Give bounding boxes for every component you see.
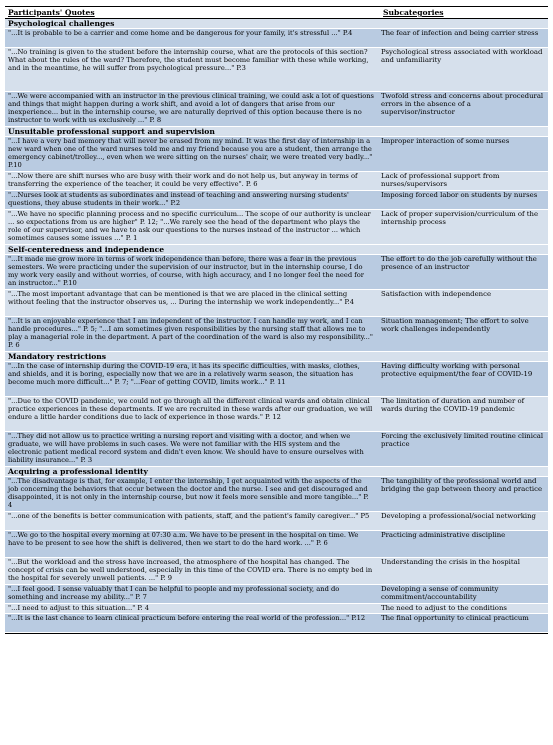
quote-cell: "...The most important advantage that can be mentioned is that we are placed in the clinical setting without feeling that the instructor observes us, ... During the internship we work independently..." P.4 <box>8 290 354 307</box>
table-row <box>5 512 548 531</box>
subcategory-cell: Twofold stress and concerns about procedural errors in the absence of a supervisor/instructor <box>381 92 544 117</box>
table-row <box>5 48 548 92</box>
header-subcategories: Subcategories <box>383 8 444 17</box>
subcategory-cell: Forcing the exclusively limited routine clinical practice <box>381 432 544 449</box>
quote-cell: "...I have a very bad memory that will never be erased from my mind. It was the first day of internship in a new ward when one of the ward nurses told me and my friend because you are a student, then arrange the emergency cabinet/trolley..., even when we were sitting on the nurses' chair, we were treated very badly..." P.10 <box>8 137 373 170</box>
quote-cell: "...They did not allow us to practice writing a nursing report and visiting with a doctor, and when we graduate, we will have problems in such cases. We were not familiar with the HIS system and the electronic patient medical record system and didn't even know. We should have to ensure ourselves with liability insurance..." P. 3 <box>8 432 364 465</box>
subcategory-cell: The need to adjust to the conditions <box>381 604 507 612</box>
quote-cell: "...It is probable to be a carrier and come home and be dangerous for your family, it's stressful ..." P.4 <box>8 29 353 37</box>
quotes-table <box>5 6 548 634</box>
subcategory-cell: Lack of professional support from nurses/supervisors <box>381 172 500 189</box>
table-row <box>5 317 548 352</box>
quote-cell: "...It is the last chance to learn clinical practicum before entering the real world of the profession..." P.12 <box>8 614 366 622</box>
subcategory-cell: The final opportunity to clinical practicum <box>381 614 529 622</box>
subcategory-cell: Practicing administrative discipline <box>381 531 506 539</box>
subcategory-cell: Having difficulty working with personal protective equipment/the fear of COVID-19 <box>381 362 533 379</box>
section-title: Mandatory restrictions <box>5 352 548 362</box>
subcategory-cell: Psychological stress associated with workload and unfamiliarity <box>381 48 543 65</box>
table-row <box>5 137 548 172</box>
quote-cell: "...We have no specific planning process and no specific curriculum... The scope of our authority is unclear ... so expectations from us are higher" P. 12; "...We rarely see the head of the department who plays the role of our supervisor, and we have to ask our questions to the nurses instead of the instructor ... which sometimes causes some issues ..." P. 1 <box>8 210 371 243</box>
table-row <box>5 210 548 245</box>
quote-cell: "...We were accompanied with an instructor in the previous clinical training, we could ask a lot of questions and things that might happen during a work shift, and avoid a lot of dangers that arise from our inexperience... but in the internship course, we are naturally deprived of this option because there is no instructor to work with us exclusively ..." P. 8 <box>8 92 374 125</box>
table-row <box>5 531 548 558</box>
table-row <box>5 558 548 585</box>
quote-cell: "...one of the benefits is better communication with patients, staff, and the patient's family caregiver..." P5 <box>8 512 370 520</box>
quote-cell: "...Due to the COVID pandemic, we could not go through all the different clinical wards and obtain clinical practice experiences in these departments. If we are recruited in these wards after our graduation, we will endure a little harder conditions due to lack of experience in those wards." P. 12 <box>8 397 373 422</box>
section-title: Acquiring a professional identity <box>5 467 548 477</box>
subcategory-cell: Lack of proper supervision/curriculum of the internship process <box>381 210 539 227</box>
table-row <box>5 362 548 397</box>
header-quotes: Participants' Quotes <box>8 8 95 17</box>
subcategory-cell: The tangibility of the professional world and bridging the gap between theory and practice <box>381 477 543 494</box>
table-row <box>5 191 548 210</box>
subcategory-cell: Developing a sense of community commitment/accountability <box>381 585 499 602</box>
subcategory-cell: Understanding the crisis in the hospital <box>381 558 520 566</box>
quote-cell: "...I feel good. I sense valuably that I can be helpful to people and my professional society, and do something and increase my ability..." P. 7 <box>8 585 340 602</box>
quote-cell: "...But the workload and the stress have increased, the atmosphere of the hospital has changed. The concept of crisis can be well understood, especially in this time of the COVID era. There is no empty bed in the hospital for severely unwell patients. ..." P. 9 <box>8 558 373 583</box>
table-row <box>5 397 548 432</box>
quote-cell: "...It made me grow more in terms of work independence than before, there was a fear in the previous semesters. We were practicing under the supervision of our instructor, but in the internship course, I do my work very easily and without worries, of course, with high accuracy, and I no longer feel the need for an instructor..." P.10 <box>8 255 364 288</box>
table-row <box>5 29 548 48</box>
table-row <box>5 432 548 467</box>
table-row <box>5 604 548 614</box>
table-row <box>5 255 548 290</box>
table-body <box>5 19 548 633</box>
quote-cell: "...The disadvantage is that, for example, I enter the internship, I get acquainted with the aspects of the job concerning the behaviors that occur between the doctor and the nurse. I see and get discouraged and disappointed, it is not only in the internship course, but now it feels more sensible and more tangible..." P. 4 <box>8 477 369 510</box>
subcategory-cell: Imposing forced labor on students by nurses <box>381 191 538 199</box>
section-title: Self-centeredness and independence <box>5 245 548 255</box>
subcategory-cell: The fear of infection and being carrier stress <box>381 29 539 37</box>
quote-cell: "...No training is given to the student before the internship course, what are the protocols of this section? What about the rules of the ward? Therefore, the student must become familiar with these while working, and in the meantime, he will suffer from psychological pressure..." P.3 <box>8 48 369 73</box>
subcategory-cell: The effort to do the job carefully without the presence of an instructor <box>381 255 537 272</box>
subcategory-cell: Satisfaction with independence <box>381 290 492 298</box>
quote-cell: "...Now there are shift nurses who are busy with their work and do not help us, but anyway in terms of transferring the experience of the teacher, it could be very effective". P. 6 <box>8 172 358 189</box>
table-row <box>5 585 548 604</box>
quote-cell: "...It is an enjoyable experience that I am independent of the instructor. I can handle my work, and I can handle procedures..." P. 5; "...I am sometimes given responsibilities by the nursing staff that allows me to play a managerial role in the department. A part of the coordination of the ward is also my responsibility..." P. 6 <box>8 317 374 350</box>
subcategory-cell: Situation management; The effort to solve work challenges independently <box>381 317 529 334</box>
quote-cell: "...In the case of internship during the COVID-19 era, it has its specific difficulties, with masks, clothes, and shields, and it is boring, especially now that we are in a relatively warm season, the situation has become much more difficult..." P. 7; "...Fear of getting COVID, limits work..." P. 11 <box>8 362 360 387</box>
table-row <box>5 614 548 633</box>
quote-cell: "...We go to the hospital every morning at 07:30 a.m. We have to be present in the hospital on time. We have to be present to see how the shift is delivered, then we start to do the hard work. ..." P. 6 <box>8 531 359 548</box>
section-title: Psychological challenges <box>5 19 548 29</box>
subcategory-cell: Improper interaction of some nurses <box>381 137 510 145</box>
table-header <box>5 7 548 19</box>
subcategory-cell: Developing a professional/social networking <box>381 512 536 520</box>
table-row <box>5 172 548 191</box>
section-title: Unsuitable professional support and supervision <box>5 127 548 137</box>
subcategory-cell: The limitation of duration and number of wards during the COVID-19 pandemic <box>381 397 525 414</box>
quote-cell: "...Nurses look at students as subordinates and instead of teaching and answering nursing students' questions, they abuse students in their work..." P.2 <box>8 191 349 208</box>
table-row <box>5 92 548 127</box>
table-row <box>5 477 548 512</box>
quote-cell: "...I need to adjust to this situation..." P. 4 <box>8 604 150 612</box>
table-row <box>5 290 548 317</box>
